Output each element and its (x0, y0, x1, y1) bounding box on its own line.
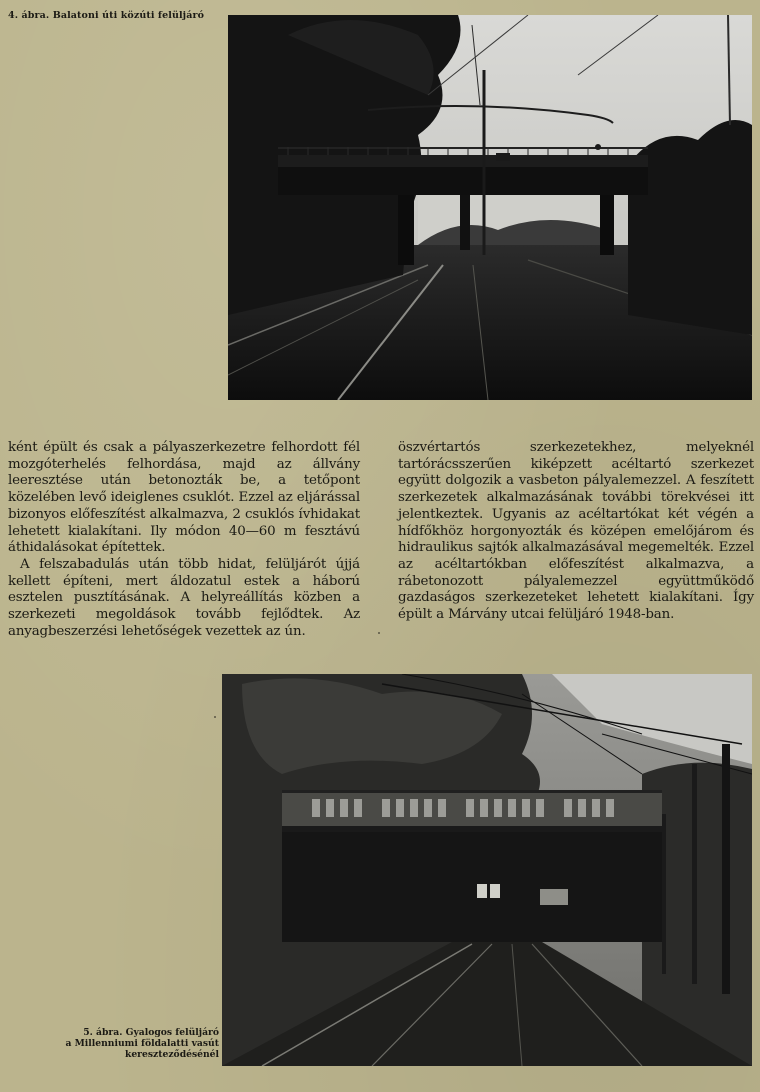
paragraph: A felszabadulás után több hidat, felüljárót újjá kellett építeni, mert áldozatul estek a háború esztelen pusztításának. A helyreállítás közben a szerkezeti megoldások tovább fejlődtek. Az anyagbeszerzési lehetőségek vezettek az ún. (8, 556, 360, 639)
left-text-column (8, 440, 360, 640)
print-speck (378, 632, 380, 634)
figure-4-caption: 4. ábra. Balatoni úti közúti felüljáró (8, 10, 205, 21)
figure-4-photo (228, 15, 752, 400)
paragraph: öszvértartós szerkezetekhez, melyeknél tartórácsszerűen kiképzett acéltartó szerkezet együtt dolgozik a vasbeton pályalemezzel. A feszített szerkezetek alkalmazásának további törekvései itt jelentkeztek. Ugyanis az acéltartókat két végén a hídfőkhöz horgonyozták és középen emelőjárom és hidraulikus sajtók alkalmazásával megemelték. Ezzel az acéltartókban előfeszítést alkalmazva, a rábetonozott pályalemezzel együttműködő gazdaságos szerkezeteket lehetett kialakítani. Így épült a Márvány utcai felüljáró 1948-ban. (398, 440, 754, 623)
figure-5-photo (222, 674, 752, 1066)
figure-5-caption (14, 1027, 219, 1060)
right-text-column (398, 440, 754, 624)
figure-5-caption-line: kereszteződésénél (124, 1049, 219, 1060)
pedestrian-bridge-photo-graphic (222, 674, 752, 1066)
figure-5-caption-line: 5. ábra. Gyalogos felüljáró (83, 1027, 219, 1038)
figure-5-caption-line: a Millenniumi földalatti vasút (65, 1038, 219, 1049)
print-speck (214, 716, 216, 718)
paragraph: ként épült és csak a pályaszerkezetre felhordott fél mozgóterhelés felhordása, majd az állvány leeresztése után betonozták be, a tetőpont közelében levő ideiglenes csuklót. Ezzel az eljárással bizonyos előfeszítést alkalmazva, 2 csuklós ívhidakat lehetett kialakítani. Ily módon 40—60 m fesztávú áthidalásokat építettek. (8, 440, 360, 556)
overpass-photo-graphic (228, 15, 752, 400)
